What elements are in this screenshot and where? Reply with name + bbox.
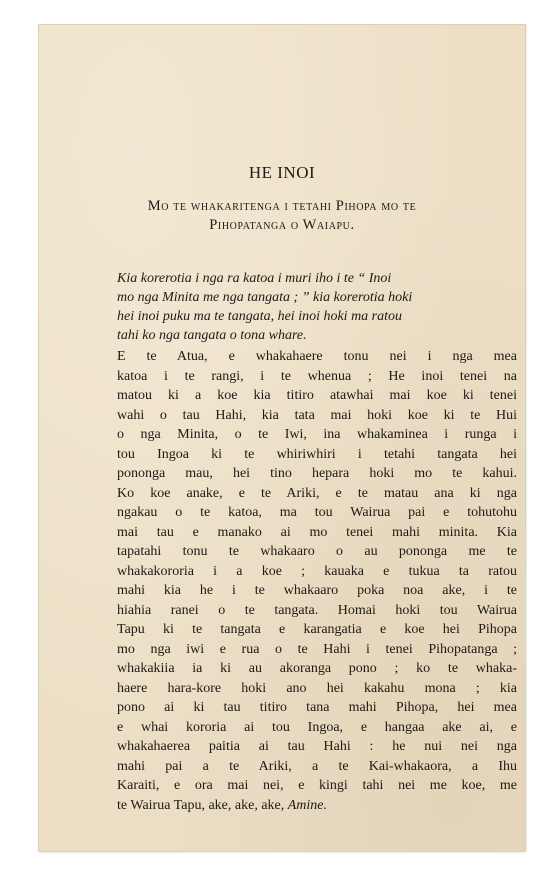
body-line: pononga mau, hei tino hepara hoki mo te kahui. — [117, 466, 517, 481]
rubric-line: hei inoi puku ma te tangata, hei inoi hoki ma ratou — [117, 309, 403, 324]
body-line: haere hara-kore hoki ano hei kakahu mona ; kia — [117, 680, 517, 696]
body-line: mahi kia he i te whakaaro poka noa ake, i te — [117, 583, 517, 598]
body-line: E te Atua, e whakahaere tonu nei i nga mea — [117, 349, 517, 364]
body-line: ngakau o te katoa, ma tou Wairua pai e tohutohu — [117, 505, 517, 520]
body-line: mo nga iwi e rua o te Hahi i tenei Pihopatanga ; — [117, 641, 517, 657]
body-line: Ko koe anake, e te Ariki, e te matau ana ki nga — [117, 485, 517, 501]
rubric-line: Kia korerotia i nga ra katoa i muri iho i te “ Inoi — [117, 271, 392, 286]
body-line: katoa i te rangi, i te whenua ; He inoi tenei na — [117, 368, 517, 384]
printed-leaflet — [38, 24, 526, 852]
body-line: hiahia ranei o te tangata. Homai hoki tou Wairua — [117, 602, 517, 618]
rubric-line: mo nga Minita me nga tangata ; ” kia korerotia hoki — [117, 290, 413, 305]
body-line: Karaiti, e ora mai nei, e kingi tahi nei me koe, me — [117, 778, 517, 793]
body-last-line — [117, 796, 517, 816]
body-line: mahi pai a te Ariki, a te Kai-whakaora, a Ihu — [117, 758, 517, 774]
subtitle-line: Pihopatanga o Waiapu. — [209, 217, 355, 233]
body-line: o nga Minita, o te Iwi, ina whakaminea i runga i — [117, 427, 517, 442]
body-line: whakakiia ia ki au akoranga pono ; ko te whaka- — [117, 661, 517, 676]
body-line: whakahaerea paitia ai tau Hahi : he nui nei nga — [117, 739, 517, 754]
body-line: mai tau e manako ai mo tenei mahi minita. Kia — [117, 524, 517, 540]
body-last-line-text: te Wairua Tapu, ake, ake, ake, — [117, 797, 288, 813]
body-line: pono ai ki tau titiro tana mahi Pihopa, hei mea — [117, 700, 517, 715]
prayer-body — [117, 347, 517, 815]
rubric-instruction — [117, 269, 517, 345]
body-line: matou ki a koe kia titiro atawhai mai koe ki tenei — [117, 388, 517, 403]
body-line: e whai kororia ai tou Ingoa, e hangaa ake ai, e — [117, 719, 517, 735]
body-line: Tapu ki te tangata e karangatia e koe hei Pihopa — [117, 622, 517, 637]
prayer-title: HE INOI — [248, 163, 316, 182]
prayer-subtitle — [98, 197, 466, 235]
body-line: tou Ingoa ki te whiriwhiri i tetahi tangata hei — [117, 446, 517, 462]
body-line: wahi o tau Hahi, kia tata mai hoki koe ki te Hui — [117, 407, 517, 423]
body-line: whakakororia i a koe ; kauaka e tukua ta ratou — [117, 563, 517, 579]
amen-word: Amine. — [287, 797, 328, 813]
rubric-line: tahi ko nga tangata o tona whare. — [117, 328, 307, 343]
body-line: tapatahi tonu te whakaaro o au pononga me te — [117, 544, 517, 559]
subtitle-line: Mo te whakaritenga i tetahi Pihopa mo te — [147, 198, 417, 214]
